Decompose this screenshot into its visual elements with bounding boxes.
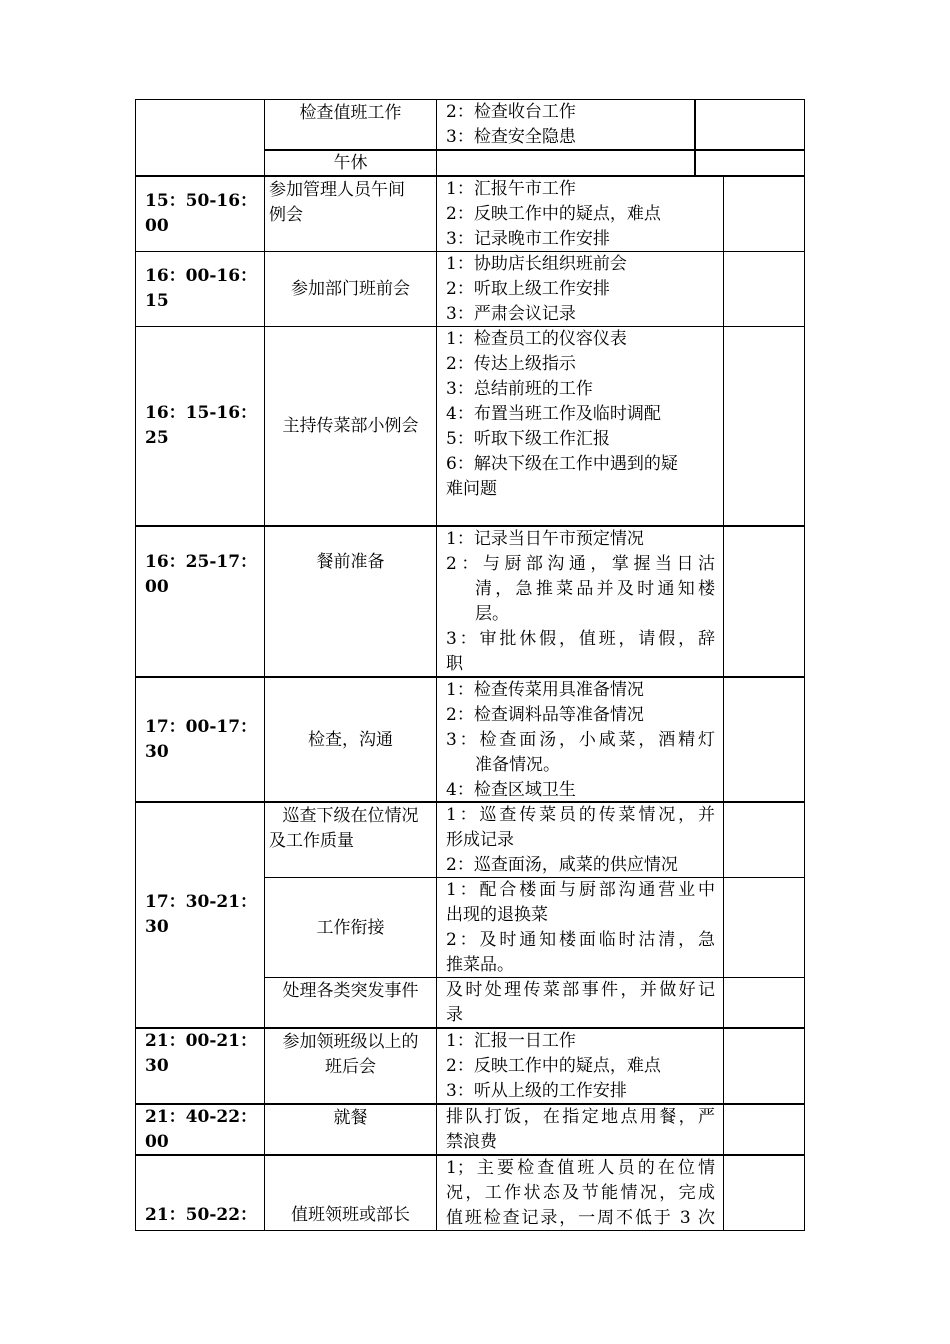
note-cell	[694, 99, 805, 150]
time-cell	[135, 802, 265, 1028]
time-cell	[135, 1028, 265, 1104]
content-line: 录	[446, 1005, 463, 1025]
time-label: 16：00-16：	[145, 266, 258, 286]
note-cell	[723, 526, 805, 677]
task-cell	[264, 677, 437, 802]
task-cell	[264, 251, 437, 327]
note-cell	[694, 150, 805, 176]
content-cell	[436, 1155, 724, 1231]
content-line: 准备情况。	[475, 755, 560, 775]
task-cell	[264, 1104, 437, 1155]
task-label: 午休	[333, 153, 368, 173]
content-line: 4：布置当班工作及临时调配	[446, 404, 661, 424]
task-cell	[264, 326, 437, 526]
time-cell	[135, 1155, 265, 1231]
task-label: 参加部门班前会	[291, 279, 410, 299]
content-cell	[436, 1104, 724, 1155]
content-cell	[436, 977, 724, 1028]
table-row	[135, 526, 805, 677]
task-cell	[264, 877, 437, 978]
table-row	[135, 1028, 805, 1104]
content-cell	[436, 251, 724, 327]
content-line: 排队打饭，在指定地点用餐，严	[446, 1107, 715, 1127]
content-cell	[436, 677, 724, 802]
note-cell	[723, 877, 805, 978]
note-cell	[723, 251, 805, 327]
task-cell	[264, 99, 437, 150]
content-cell	[436, 150, 696, 176]
content-line: 3：检查安全隐患	[446, 127, 576, 147]
time-label: 25	[145, 428, 169, 448]
task-label: 餐前准备	[316, 552, 385, 572]
content-line: 清，急推菜品并及时通知楼	[475, 579, 715, 599]
content-line: 1：汇报一日工作	[446, 1031, 576, 1051]
time-label: 17：00-17：	[145, 716, 258, 737]
task-label: 处理各类突发事件	[282, 981, 419, 1001]
table-row	[135, 326, 805, 526]
table-row	[135, 802, 805, 1028]
content-line: 1：检查员工的仪容仪表	[446, 329, 627, 349]
note-cell	[723, 1028, 805, 1104]
task-cell	[264, 176, 437, 252]
content-line: 2：及时通知楼面临时沽清，急	[446, 930, 715, 950]
time-label: 30	[145, 917, 169, 937]
content-line: 1：巡查传菜员的传菜情况，并	[446, 805, 715, 825]
time-cell	[135, 251, 265, 327]
content-line: 2：与厨部沟通，掌握当日沽	[446, 554, 715, 574]
task-label: 参加领班级以上的	[282, 1032, 419, 1052]
time-label: 16：15-16：	[145, 403, 258, 423]
time-label: 00	[145, 216, 169, 236]
content-line: 2：反映工作中的疑点，难点	[446, 1056, 661, 1076]
content-cell	[436, 1028, 724, 1104]
task-label: 及工作质量	[269, 831, 354, 851]
task-label: 就餐	[333, 1108, 368, 1128]
content-line: 5：听取下级工作汇报	[446, 429, 610, 449]
table-row	[135, 150, 805, 176]
content-line: 1：配合楼面与厨部沟通营业中	[446, 880, 715, 900]
content-line: 3：检查面汤，小咸菜，酒精灯	[446, 730, 715, 750]
time-label: 30	[145, 741, 169, 762]
note-cell	[723, 1104, 805, 1155]
task-label: 班后会	[325, 1057, 376, 1077]
content-line: 推菜品。	[446, 955, 514, 975]
content-line: 禁浪费	[446, 1132, 497, 1152]
content-cell	[436, 877, 724, 978]
content-line: 3：总结前班的工作	[446, 379, 593, 399]
time-label: 00	[145, 1132, 169, 1152]
task-cell	[264, 1028, 437, 1104]
task-label: 工作衔接	[316, 917, 385, 938]
time-label: 15：50-16：	[145, 191, 258, 211]
content-line: 3：严肃会议记录	[446, 304, 576, 324]
time-cell	[135, 176, 265, 252]
time-label: 21：50-22：	[145, 1205, 258, 1225]
task-label: 检查值班工作	[299, 103, 402, 123]
time-label: 21：00-21：	[145, 1031, 258, 1051]
time-cell	[135, 326, 265, 526]
content-line: 1：记录当日午市预定情况	[446, 529, 644, 549]
content-line: 3：听从上级的工作安排	[446, 1081, 627, 1101]
content-line: 1；主要检查值班人员的在位情	[446, 1158, 715, 1178]
content-cell	[436, 802, 724, 878]
task-cell	[264, 526, 437, 677]
time-label: 17：30-21：	[145, 892, 258, 912]
note-cell	[723, 677, 805, 802]
content-cell	[436, 526, 724, 677]
table-row	[135, 251, 805, 327]
time-label: 30	[145, 1056, 169, 1076]
table-row	[135, 176, 805, 252]
note-cell	[723, 176, 805, 252]
content-line: 形成记录	[446, 830, 514, 850]
content-cell	[436, 176, 724, 252]
content-line: 6：解决下级在工作中遇到的疑	[446, 454, 678, 474]
content-line: 4：检查区域卫生	[446, 780, 576, 800]
content-line: 职	[446, 654, 463, 674]
task-cell	[264, 802, 437, 878]
content-line: 2：巡查面汤，咸菜的供应情况	[446, 855, 678, 875]
task-cell	[264, 1155, 437, 1231]
time-label: 00	[145, 577, 169, 597]
content-line: 3：记录晚市工作安排	[446, 229, 610, 249]
time-cell	[135, 526, 265, 677]
content-line: 难问题	[446, 479, 497, 499]
time-label: 21：40-22：	[145, 1107, 258, 1127]
content-cell	[436, 326, 724, 526]
task-label: 巡查下级在位情况	[282, 806, 419, 826]
table-row	[135, 1155, 805, 1231]
table-row	[135, 99, 805, 150]
note-cell	[723, 802, 805, 878]
note-cell	[723, 326, 805, 526]
task-label: 参加管理人员午间	[269, 180, 405, 200]
task-label: 例会	[269, 205, 303, 225]
task-label: 值班领班或部长	[291, 1205, 410, 1225]
content-line: 1：检查传菜用具准备情况	[446, 680, 644, 700]
task-cell	[264, 150, 437, 176]
table-row	[135, 1104, 805, 1155]
time-cell	[135, 677, 265, 802]
content-cell	[436, 99, 696, 150]
content-line: 1：汇报午市工作	[446, 179, 576, 199]
content-line: 2：检查调料品等准备情况	[446, 705, 644, 725]
content-line: 况，工作状态及节能情况，完成	[446, 1183, 715, 1203]
content-line: 3：审批休假，值班，请假，辞	[446, 629, 715, 649]
task-label: 检查，沟通	[308, 729, 393, 750]
content-line: 值班检查记录，一周不低于 3 次	[446, 1208, 715, 1228]
note-cell	[723, 977, 805, 1028]
task-label: 主持传菜部小例会	[282, 416, 419, 436]
task-cell	[264, 977, 437, 1028]
time-label: 15	[145, 291, 169, 311]
content-line: 出现的退换菜	[446, 905, 548, 925]
content-line: 2：听取上级工作安排	[446, 279, 610, 299]
content-line: 2：检查收台工作	[446, 102, 576, 122]
content-line: 2：传达上级指示	[446, 354, 576, 374]
content-line: 层。	[475, 604, 509, 624]
table-row	[135, 677, 805, 802]
note-cell	[723, 1155, 805, 1231]
content-line: 1：协助店长组织班前会	[446, 254, 627, 274]
content-line: 及时处理传菜部事件，并做好记	[446, 980, 715, 1000]
time-label: 16：25-17：	[145, 552, 258, 572]
time-cell	[135, 1104, 265, 1155]
content-line: 2：反映工作中的疑点，难点	[446, 204, 661, 224]
